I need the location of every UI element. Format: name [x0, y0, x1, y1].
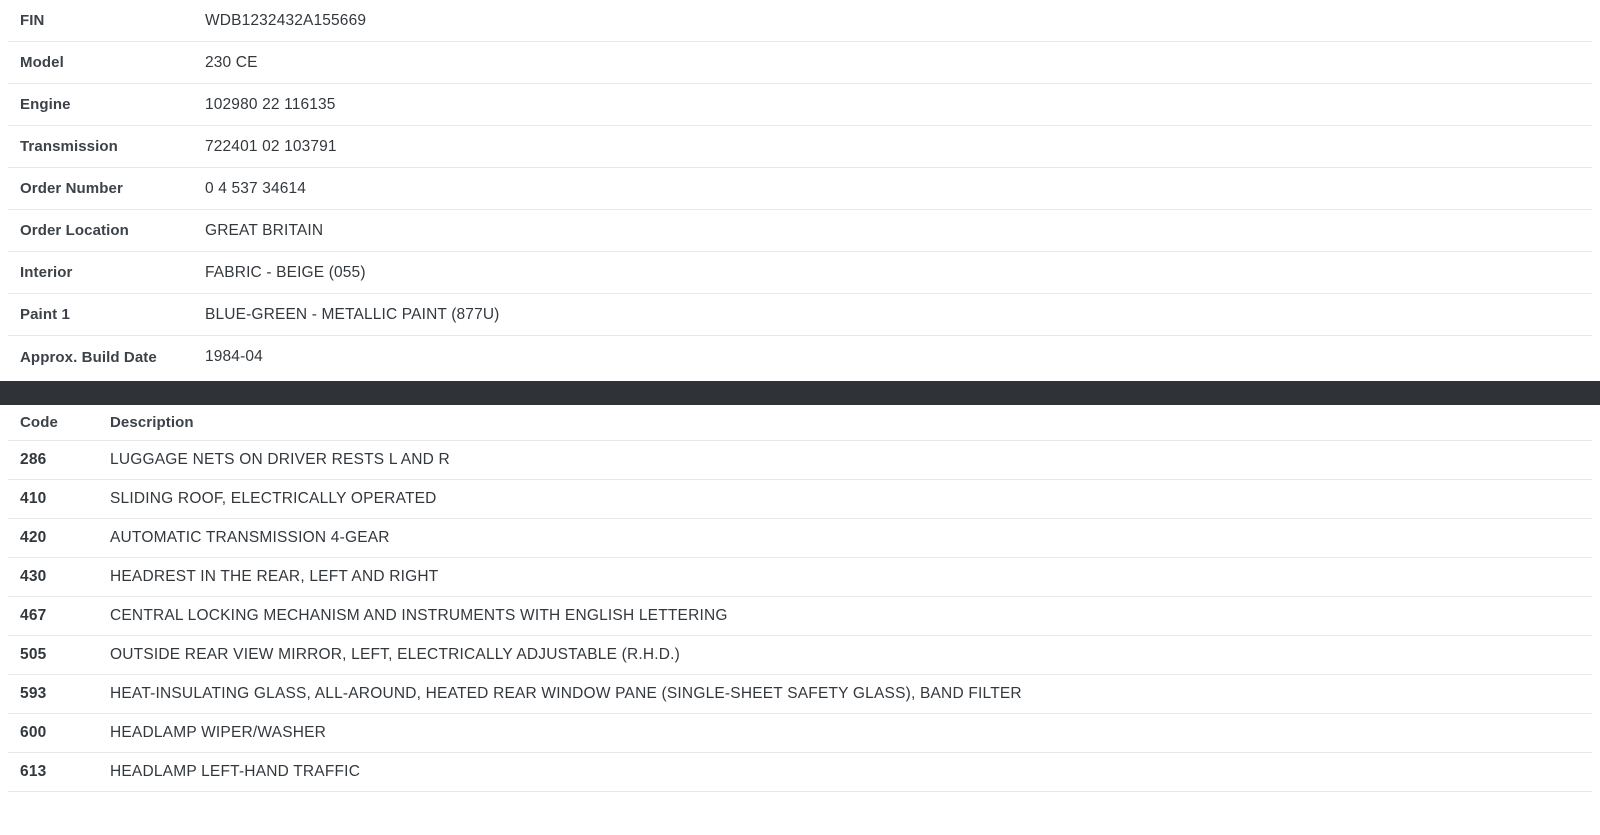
- options-table-head: [8, 405, 1592, 441]
- option-code: 600: [8, 714, 98, 753]
- detail-row: [8, 252, 1592, 294]
- column-header-description: Description: [98, 405, 1592, 441]
- detail-row: [8, 0, 1592, 42]
- detail-row: [8, 168, 1592, 210]
- detail-value: FABRIC - BEIGE (055): [205, 263, 366, 281]
- option-description: CENTRAL LOCKING MECHANISM AND INSTRUMENTS WITH ENGLISH LETTERING: [98, 597, 1592, 636]
- options-panel: [0, 405, 1600, 800]
- option-description: AUTOMATIC TRANSMISSION 4-GEAR: [98, 519, 1592, 558]
- detail-label: FIN: [20, 12, 45, 29]
- detail-label: Paint 1: [20, 306, 70, 323]
- option-description: HEADLAMP LEFT-HAND TRAFFIC: [98, 753, 1592, 792]
- detail-label: Interior: [20, 264, 73, 281]
- options-table-body: [8, 441, 1592, 792]
- detail-row: [8, 126, 1592, 168]
- section-divider: [0, 381, 1600, 405]
- option-description: OUTSIDE REAR VIEW MIRROR, LEFT, ELECTRICALLY ADJUSTABLE (R.H.D.): [98, 636, 1592, 675]
- table-row: [8, 519, 1592, 558]
- option-code: 467: [8, 597, 98, 636]
- option-code: 420: [8, 519, 98, 558]
- detail-label: Order Location: [20, 222, 129, 239]
- table-row: [8, 753, 1592, 792]
- detail-row: [8, 210, 1592, 252]
- column-header-code: Code: [8, 405, 98, 441]
- detail-value: 230 CE: [205, 53, 258, 71]
- table-row: [8, 675, 1592, 714]
- detail-value: WDB1232432A155669: [205, 11, 367, 29]
- option-code: 430: [8, 558, 98, 597]
- detail-label: Order Number: [20, 180, 123, 197]
- option-code: 505: [8, 636, 98, 675]
- option-code: 613: [8, 753, 98, 792]
- option-description: HEADREST IN THE REAR, LEFT AND RIGHT: [98, 558, 1592, 597]
- detail-label: Approx. Build Date: [20, 348, 157, 366]
- table-row: [8, 558, 1592, 597]
- option-description: HEADLAMP WIPER/WASHER: [98, 714, 1592, 753]
- vehicle-details-panel: [0, 0, 1600, 378]
- detail-row: [8, 84, 1592, 126]
- option-description: HEAT-INSULATING GLASS, ALL-AROUND, HEATED REAR WINDOW PANE (SINGLE-SHEET SAFETY GLASS), BAND FILTER: [98, 675, 1592, 714]
- options-table: [8, 405, 1592, 792]
- options-header-row: [8, 405, 1592, 441]
- option-code: 593: [8, 675, 98, 714]
- detail-label: Model: [20, 54, 64, 71]
- detail-value: 102980 22 116135: [205, 95, 336, 113]
- detail-value: BLUE-GREEN - METALLIC PAINT (877U): [205, 305, 500, 323]
- table-row: [8, 441, 1592, 480]
- detail-label: Transmission: [20, 138, 118, 155]
- detail-row: [8, 42, 1592, 84]
- detail-value: GREAT BRITAIN: [205, 221, 324, 239]
- table-row: [8, 597, 1592, 636]
- detail-row: [8, 336, 1592, 378]
- option-description: SLIDING ROOF, ELECTRICALLY OPERATED: [98, 480, 1592, 519]
- detail-value: 1984-04: [205, 348, 263, 365]
- detail-label: Engine: [20, 96, 71, 113]
- option-code: 286: [8, 441, 98, 480]
- option-code: 410: [8, 480, 98, 519]
- detail-value: 0 4 537 34614: [205, 179, 307, 197]
- table-row: [8, 636, 1592, 675]
- detail-row: [8, 294, 1592, 336]
- table-row: [8, 480, 1592, 519]
- detail-value: 722401 02 103791: [205, 137, 337, 155]
- table-row: [8, 714, 1592, 753]
- option-description: LUGGAGE NETS ON DRIVER RESTS L AND R: [98, 441, 1592, 480]
